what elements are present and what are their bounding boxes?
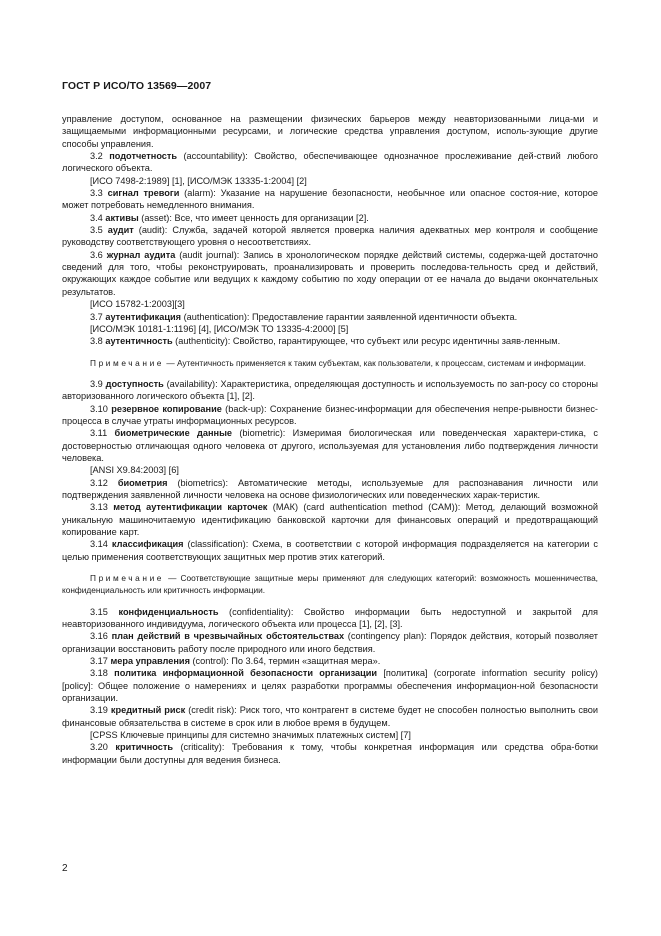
term-definition: 3.16 план действий в чрезвычайных обстоятельствах (contingency plan): Порядок действия, который позволяет организации восстановить работу после природного или иного бедствия.	[62, 631, 598, 654]
term-definition: 3.13 метод аутентификации карточек (МАК) (card authentication method (CAM)): Метод, делающий возможной уникальную машиночитаемую идентификацию банковской карточки для финансовых операций и предотвращающий копирование карт.	[62, 502, 598, 537]
term-definition: 3.5 аудит (audit): Служба, задачей которой является проверка наличия адекватных мер контроля и сообщение руководству соответствующего уровня о несоответствиях.	[62, 225, 598, 248]
term-definition: 3.15 конфиденциальность (confidentiality): Свойство информации быть недоступной и закрытой для неавторизованного индивидуума, логического объекта или процесса [1], [2], [3].	[62, 606, 598, 629]
term-definition: 3.2 подотчетность (accountability): Свойство, обеспечивающее однозначное прослеживание дей-ствий любого логического объекта.	[62, 151, 598, 174]
term-definition: 3.19 кредитный риск (credit risk): Риск того, что контрагент в системе будет не способен полностью выполнить свои финансовые обязательства в системе в срок или в любое время в будущем.	[62, 705, 598, 728]
page-number: 2	[62, 863, 68, 874]
term-definition: 3.9 доступность (availability): Характеристика, определяющая доступность и используемость по зап-росу со стороны авторизованного логического объекта [1], [2].	[62, 378, 598, 402]
document-header: ГОСТ Р ИСО/ТО 13569—2007	[62, 80, 212, 92]
reference: [ИСО 15782-1:2003][3]	[90, 299, 185, 310]
term-definition: 3.3 сигнал тревоги (alarm): Указание на нарушение безопасности, необычное или опасное состоя-ние, которое может потребовать немедленного внимания.	[62, 188, 598, 211]
document-body	[62, 113, 598, 766]
term-definition: 3.6 журнал аудита (audit journal): Запись в хронологическом порядке действий системы, содержа-щей достаточно сведений для того, чтобы реконструировать, проанализировать и проверить последова-тельность сред и действий, окружающих каждое событие или ведущих к каждому событию по ходу операции от ее начала до выдачи окончательных результатов.	[62, 249, 598, 297]
term-definition: 3.18 политика информационной безопасности организации [политика] (corporate information security policy) [policy]: Общее положение о намерениях и целях разработки программы обеспечения информацион-ной безопасности организации.	[62, 668, 598, 703]
note: Примечание — Соответствующие защитные меры применяют для следующих категорий: возможность мошенничества, конфиденциальность или критичность информации.	[62, 572, 598, 596]
note: Примечание — Аутентичность применяется к таким субъектам, как пользователи, к процессам, системам и информации.	[90, 357, 586, 368]
term-definition: 3.12 биометрия (biometrics): Автоматические методы, используемые для распознавания личности или подтверждения заявленной личности человека на основе физиологических или поведенческих харак-теристик.	[62, 477, 598, 500]
term-definition: 3.7 аутентификация (authentication): Предоставление гарантии заявленной идентичности объекта.	[90, 311, 518, 322]
term-definition: 3.10 резервное копирование (back-up): Сохранение бизнес-информации для обеспечения непре-рывности бизнес-процесса в случае утраты информационных ресурсов.	[62, 403, 598, 426]
term-definition: 3.14 классификация (classification): Схема, в соответствии с которой информация подразделяется на категории с целью применения соответствующих защитных мер против этих категорий.	[62, 539, 598, 562]
term-definition: 3.17 мера управления (control): По 3.64, термин «защитная мера».	[90, 655, 381, 666]
term-definition: 3.11 биометрические данные (biometric): Измеримая биологическая или поведенческая характери-стика, с достоверностью отличающая одного человека от другого, используемая для установления либо подтверждения личности человека.	[62, 428, 598, 463]
term-definition: 3.20 критичность (criticality): Требования к тому, чтобы конкретная информация или средства обра-ботки информации были доступны для ведения бизнеса.	[62, 742, 598, 765]
paragraph: управление доступом, основанное на размещении физических барьеров между неавторизованными лица-ми и защищаемыми информационными ресурсами, и логические средства управления доступом, исполь-зующие другие способы управления.	[62, 114, 598, 149]
reference: [ANSI X9.84:2003] [6]	[90, 465, 179, 476]
term-definition: 3.4 активы (asset): Все, что имеет ценность для организации [2].	[90, 212, 369, 223]
reference: [ИСО 7498-2:1989] [1], [ИСО/МЭК 13335-1:2004] [2]	[90, 175, 307, 186]
term-definition: 3.8 аутентичность (authenticity): Свойство, гарантирующее, что субъект или ресурс идентичны заяв-ленным.	[90, 336, 561, 347]
reference: [CPSS Ключевые принципы для системно значимых платежных систем] [7]	[90, 730, 411, 741]
reference: [ИСО/МЭК 10181-1:1196] [4], [ИСО/МЭК ТО 13335-4:2000] [5]	[90, 323, 349, 334]
